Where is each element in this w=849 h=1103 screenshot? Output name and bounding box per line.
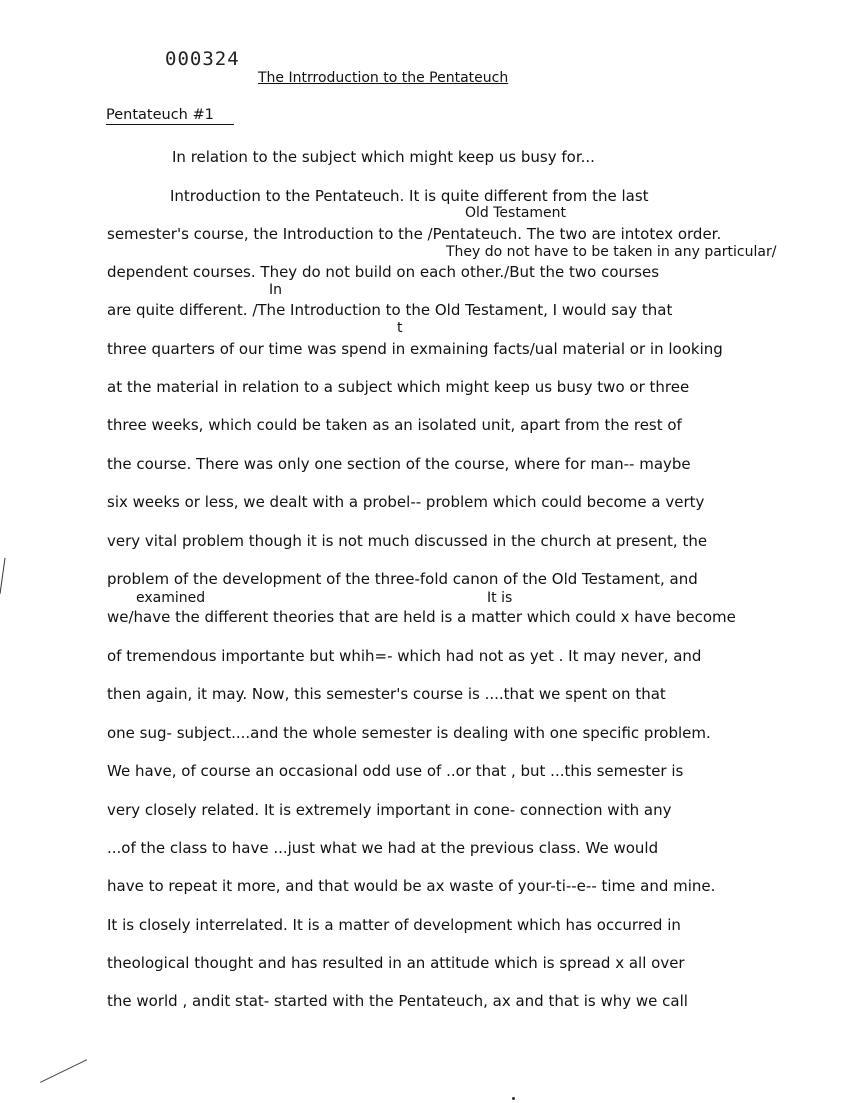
body-line: dependent courses. They do not build on each other./But the two courses xyxy=(107,263,660,281)
body-line: ...of the class to have ...just what we had at the previous class. We would xyxy=(107,839,659,857)
document-title: The Intrroduction to the Pentateuch xyxy=(258,70,509,86)
body-line: three weeks, which could be taken as an isolated unit, apart from the rest of xyxy=(107,416,682,434)
body-line: theological thought and has resulted in an attitude which is spread x all over xyxy=(107,954,685,972)
body-line: We have, of course an occasional odd use of ..or that , but ...this semester is xyxy=(107,762,684,780)
body-line: at the material in relation to a subject which might keep us busy two or three xyxy=(107,378,690,396)
body-line: then again, it may. Now, this semester's course is ....that we spent on that xyxy=(107,685,666,703)
body-line: Introduction to the Pentateuch. It is quite different from the last xyxy=(170,187,649,205)
body-line: problem of the development of the three-fold canon of the Old Testament, and xyxy=(107,570,698,588)
page-stamp-number: 000324 xyxy=(165,48,240,70)
body-line: have to repeat it more, and that would be ax waste of your-ti--e-- time and mine. xyxy=(107,877,716,895)
body-line: the world , andit stat- started with the Pentateuch, ax and that is why we call xyxy=(107,992,688,1010)
body-line: very vital problem though it is not much discussed in the church at present, the xyxy=(107,532,708,550)
body-line: three quarters of our time was spend in exmaining facts/ual material or in looking xyxy=(107,340,723,358)
body-line: six weeks or less, we dealt with a probel-- problem which could become a verty xyxy=(107,493,705,511)
body-line: one sug- subject....and the whole semester is dealing with one specific problem. xyxy=(107,724,711,742)
margin-pen-mark xyxy=(0,558,12,594)
insertion-it-is: It is xyxy=(487,590,513,606)
body-line: It is closely interrelated. It is a matter of development which has occurred in xyxy=(107,916,681,934)
body-line: In relation to the subject which might keep us busy for... xyxy=(172,148,595,166)
insertion-t: t xyxy=(397,320,403,336)
body-line: the course. There was only one section of the course, where for man-- maybe xyxy=(107,455,691,473)
corner-pen-stroke xyxy=(40,1059,87,1083)
body-line: of tremendous importante but whih=- which had not as yet . It may never, and xyxy=(107,647,702,665)
insertion-examined: examined xyxy=(136,590,206,606)
insertion-old-testament: Old Testament xyxy=(465,205,567,221)
insertion-in: In xyxy=(269,282,283,298)
scan-speck xyxy=(512,1097,515,1100)
body-line: are quite different. /The Introduction to the Old Testament, I would say that xyxy=(107,301,673,319)
body-line: semester's course, the Introduction to the /Pentateuch. The two are intotex order. xyxy=(107,225,722,243)
body-line: very closely related. It is extremely important in cone- connection with any xyxy=(107,801,672,819)
lecture-label: Pentateuch #1 xyxy=(106,107,234,125)
insertion-particular-note: They do not have to be taken in any particular/ xyxy=(446,244,777,260)
body-line: we/have the different theories that are held is a matter which could x have become xyxy=(107,608,736,626)
